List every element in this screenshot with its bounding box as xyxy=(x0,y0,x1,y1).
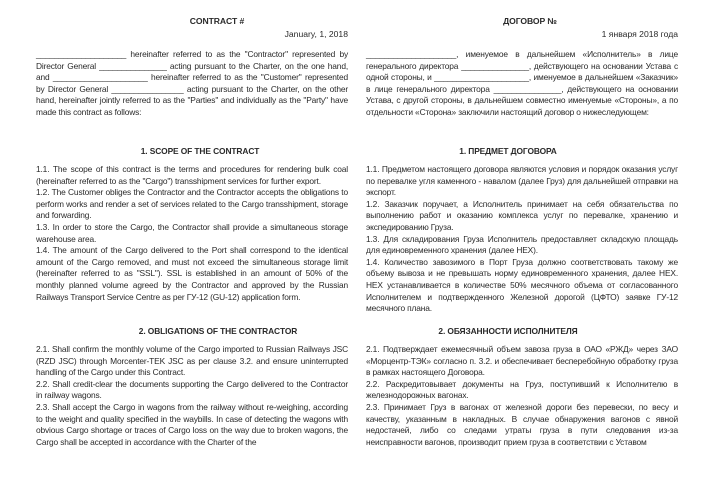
clause-2-1-ru: 2.1. Подтверждает ежемесячный объем завоза груза в ОАО «РЖД» через ЗАО «Морцентр-ТЭК» согласно п. 3.2. и обеспечивает бесперебойную обработку груза в рамках настоящего Договора. xyxy=(366,344,678,378)
clause-1-2-ru: 1.2. Заказчик поручает, а Исполнитель принимает на себя обязательства по выполнению работ и оказанию комплекса услуг по перевалке, хранению и экспедированию Груза. xyxy=(366,198,678,232)
section-2-heading-ru: 2. ОБЯЗАННОСТИ ИСПОЛНИТЕЛЯ xyxy=(438,326,578,336)
section-1-heading-ru: 1. ПРЕДМЕТ ДОГОВОРА xyxy=(459,146,557,156)
clause-1-4: 1.4. The amount of the Cargo delivered to the Port shall correspond to the identical amount of the Cargo removed, and must not exceed the simultaneous storage limit (hereinafter referred to as "SSL"). SSL is established in an amount of 50% of the monthly planned volume agreed by the Contractor and approved by the Russian Railways Transport Service Centre as per ГУ-12 (GU-12) application form. xyxy=(36,245,348,302)
section-1-heading: 1. SCOPE OF THE CONTRACT xyxy=(140,146,260,156)
contract-title-ru: ДОГОВОР № xyxy=(503,16,557,26)
clause-2-2: 2.2. Shall credit-clear the documents supporting the Cargo delivered to the Contractor in railway wagons. xyxy=(36,378,348,401)
clause-1-3-ru: 1.3. Для складирования Груза Исполнитель предоставляет складскую площадь для единовременного хранения (далее НЕХ). xyxy=(366,233,678,256)
preamble xyxy=(36,49,348,119)
clause-1-1: 1.1. The scope of this contract is the terms and procedures for rendering bulk coal (hereinafter referred to as the "Cargo") transshipment services for further export. xyxy=(36,164,348,186)
contract-date: January, 1, 2018 xyxy=(284,29,348,39)
clause-1-1-ru: 1.1. Предметом настоящего договора являются условия и порядок оказания услуг по перевалке угля каменного - навалом (далее Груз) для дальнейшей отправки на экспорт. xyxy=(366,164,678,198)
clause-2-1: 2.1. Shall confirm the monthly volume of the Cargo imported to Russian Railways JSC (RZD JSC) through Morcenter-TEK JSC as per clause 3.2. and ensure uninterrupted handling of the Cargo under this Contract. xyxy=(36,344,348,378)
clause-1-2: 1.2. The Customer obliges the Contractor and the Contractor accepts the obligations to perform works and render a set of services related to the Cargo transshipment, storage and forwarding. xyxy=(36,187,348,221)
contract-date-ru: 1 января 2018 года xyxy=(601,29,678,39)
section-1-body-ru xyxy=(366,164,678,315)
preamble-text: ____________________ hereinafter referred to as the "Contractor" represented by Director General _______________ acting pursuant to the Charter, on the one hand, and _____________________ hereinafter referred to as the "Customer" represented by Director General ________________ acting pursuant to the Charter, on the other hand, hereinafter jointly referred to as the "Parties" and individually as the "Party" have made this contract as follows: xyxy=(36,49,348,117)
section-2-body xyxy=(36,344,348,448)
section-2-body-ru xyxy=(366,344,678,448)
section-1-body xyxy=(36,164,348,303)
section-2-heading: 2. OBLIGATIONS OF THE CONTRACTOR xyxy=(138,326,298,336)
contract-title: CONTRACT # xyxy=(189,16,245,26)
clause-2-3: 2.3. Shall accept the Cargo in wagons from the railway without re-weighing, according to the weight and quality specified in the waybills. In case of detecting the wagons with obvious Cargo shortage or traces of Cargo loss on the way due to broken wagons, the Cargo shall be accepted in accordance with the Charter of the xyxy=(36,401,348,447)
clause-1-4-ru: 1.4. Количество завозимого в Порт Груза должно соответствовать такому же объему вывоза и не превышать норму единовременного хранения, далее НЕХ. НЕХ устанавливается в количестве 50% месячного объема от согласованного Исполнителем и подтвержденного Железной дорогой (ЦФТО) заявке ГУ-12 месячного плана. xyxy=(366,256,678,314)
clause-2-2-ru: 2.2. Раскредитовывает документы на Груз, поступивший к Исполнителю в железнодорожных вагонах. xyxy=(366,378,678,401)
preamble-ru xyxy=(366,49,678,119)
preamble-text-ru: ____________________, именуемое в дальнейшем «Исполнитель» в лице генерального директора _______________, действующего на основании Устава с одной стороны, и _____________________, именуемое в дальнейшем «Заказчик» в лице генерального директора _______________, действующего на основании Устава, с другой стороны, в дальнейшем совместно именуемые «Стороны», а по отдельности «Сторона» заключили настоящий договор о нижеследующем: xyxy=(366,49,678,117)
clause-1-3: 1.3. In order to store the Cargo, the Contractor shall provide a simultaneous storage warehouse area. xyxy=(36,221,348,244)
clause-2-3-ru: 2.3. Принимает Груз в вагонах от железной дороги без перевески, по весу и качеству, указанным в накладных. В случае обнаружения вагонов с явной недостачей, либо со следами утраты груза в пути следования из-за неисправности вагонов, производит прием груза в соответствии с Уставом xyxy=(366,401,678,447)
